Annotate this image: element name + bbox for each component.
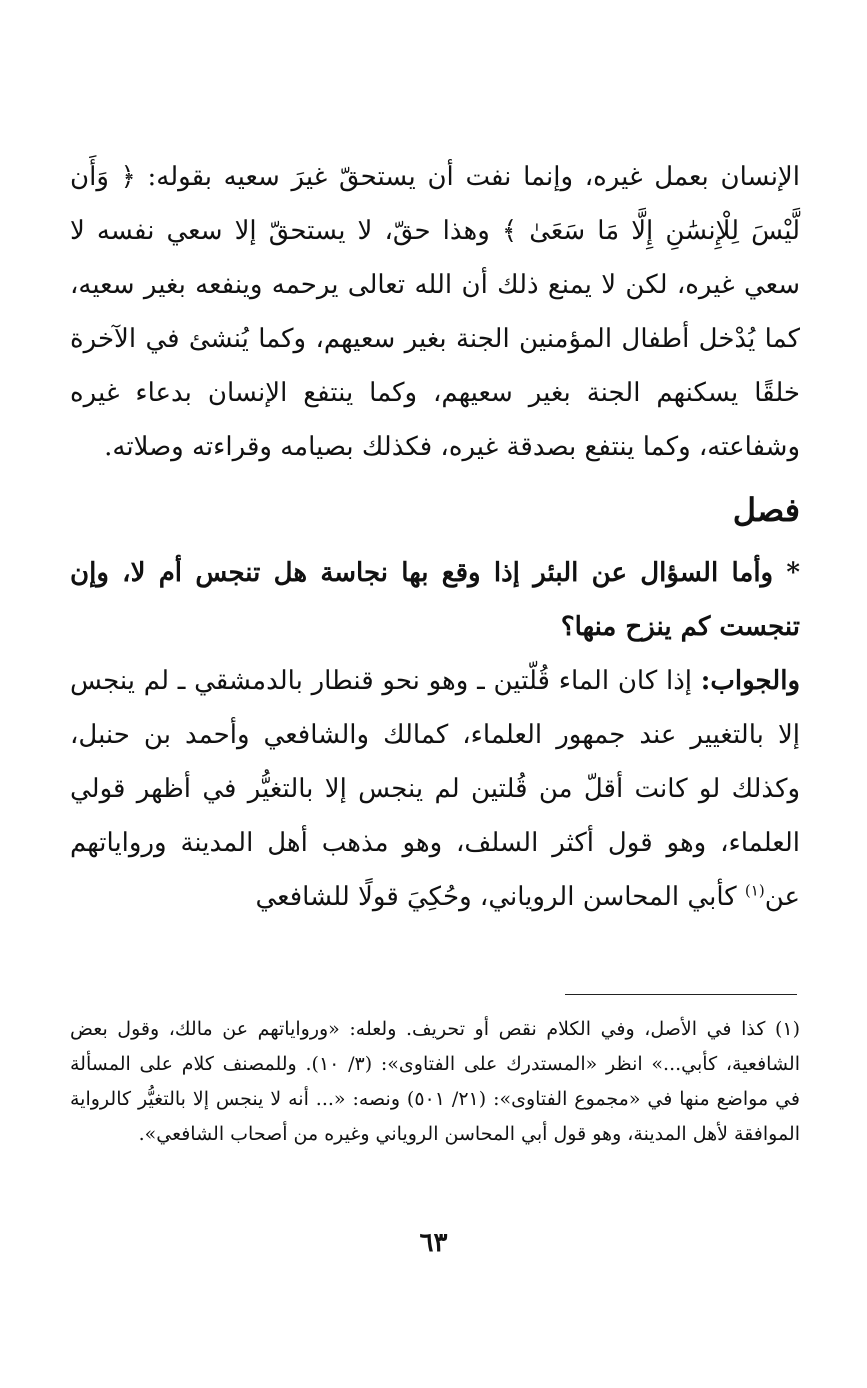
footnote-divider bbox=[565, 994, 797, 995]
footnote-area bbox=[70, 1012, 800, 1152]
main-text bbox=[70, 150, 800, 924]
paragraph-continuation: الإنسان بعمل غيره، وإنما نفت أن يستحقّ غيرَ سعيه بقوله: ﴿ وَأَن لَّيْسَ لِلْإِنسَٰنِ إِلَّا مَا سَعَىٰ ﴾ وهذا حقّ، لا يستحقّ إلا سعي نفسه لا سعي غيره، لكن لا يمنع ذلك أن الله تعالى يرحمه وينفعه بغير سعيه، كما يُدْخل أطفال المؤمنين الجنة بغير سعيهم، وكما يُنشئ في الآخرة خلقًا يسكنهم الجنة بغير سعيهم، وكما ينتفع الإنسان بدعاء غيره وشفاعته، وكما ينتفع بصدقة غيره، فكذلك بصيامه وقراءته وصلاته. bbox=[70, 162, 800, 462]
answer-text-part-2: كأبي المحاسن الروياني، وحُكِيَ قولًا للشافعي bbox=[255, 882, 745, 912]
answer-text-part-1: إذا كان الماء قُلّتين ـ وهو نحو قنطار بالدمشقي ـ لم ينجس إلا بالتغيير عند جمهور العلماء، كمالك والشافعي وأحمد بن حنبل، وكذلك لو كانت أقلّ من قُلتين لم ينجس إلا بالتغيُّر في أظهر قولي العلماء، وهو قول أكثر السلف، وهو مذهب أهل المدينة ورواياتهم عن bbox=[70, 666, 800, 912]
answer-paragraph bbox=[70, 654, 800, 924]
page-number: ٦٣ bbox=[419, 1228, 448, 1258]
question-paragraph: * وأما السؤال عن البئر إذا وقع بها نجاسة هل تنجس أم لا، وإن تنجست كم ينزح منها؟ bbox=[70, 558, 800, 642]
section-heading: فصل bbox=[732, 491, 800, 529]
answer-label: والجواب: bbox=[700, 666, 800, 696]
footnote-text: (١) كذا في الأصل، وفي الكلام نقص أو تحريف. ولعله: «ورواياتهم عن مالك، وقول بعض الشافعية، كأبي...» انظر «المستدرك على الفتاوى»: (٣/ ١٠). وللمصنف كلام على المسألة في مواضع منها في «مجموع الفتاوى»: (٢١/ ٥٠١) ونصه: «... أنه لا ينجس إلا بالتغيُّر كالرواية الموافقة لأهل المدينة، وهو قول أبي المحاسن الروياني وغيره من أصحاب الشافعي». bbox=[70, 1018, 800, 1145]
footnote-reference: (١) bbox=[744, 881, 765, 900]
